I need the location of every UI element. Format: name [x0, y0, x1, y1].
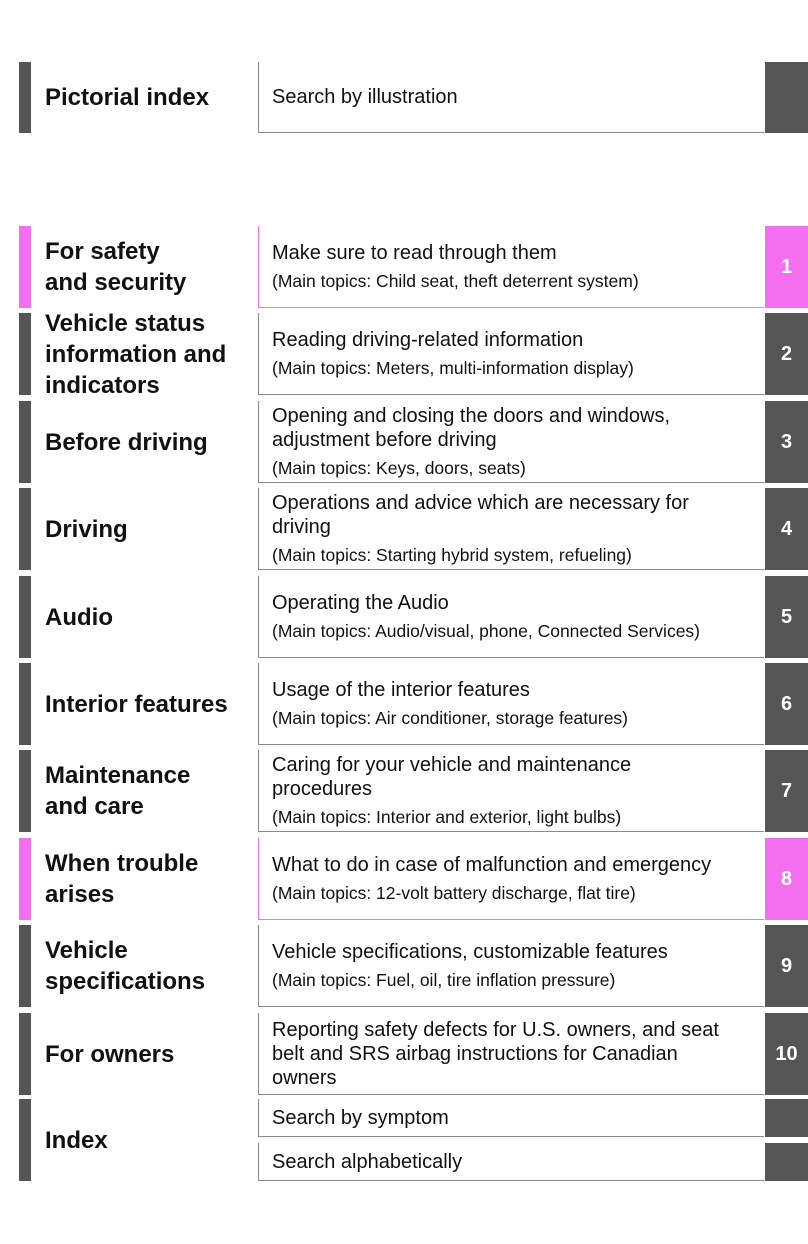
- section-title: Vehicle status information and indicators: [45, 309, 227, 399]
- section-description: [258, 313, 764, 395]
- section-description: [258, 488, 764, 570]
- section-topics-text: (Main topics: Meters, multi-information display): [272, 358, 634, 378]
- section-main-text: Vehicle specifications, customizable features: [272, 941, 668, 963]
- chapter-row-4[interactable]: [0, 488, 808, 570]
- section-marker-bar: [19, 401, 31, 483]
- section-title: Vehicle specifications: [45, 937, 206, 995]
- section-description: [258, 576, 764, 658]
- section-marker-bar: [19, 576, 31, 658]
- section-title: For owners: [45, 1040, 175, 1068]
- chapter-number-tab[interactable]: 8: [765, 838, 808, 920]
- section-topics-text: (Main topics: Starting hybrid system, refueling): [272, 545, 632, 565]
- section-description: [258, 226, 764, 308]
- chapter-number-tab[interactable]: 5: [765, 576, 808, 658]
- chapter-row-5[interactable]: [0, 576, 808, 658]
- section-topics-text: (Main topics: Air conditioner, storage features): [272, 708, 629, 728]
- section-tab[interactable]: [765, 62, 808, 133]
- index-item-tab[interactable]: [765, 1143, 808, 1181]
- section-description: [258, 750, 764, 832]
- section-marker-bar: [19, 62, 31, 133]
- chapter-row-1[interactable]: [0, 226, 808, 308]
- chapter-row-6[interactable]: [0, 663, 808, 745]
- section-title: Before driving: [45, 428, 208, 456]
- index-item-alphabetical[interactable]: [0, 1143, 808, 1181]
- index-item-label: Search by symptom: [272, 1106, 449, 1129]
- index-item-label: Search alphabetically: [272, 1150, 463, 1173]
- section-main-text: Make sure to read through them: [272, 242, 557, 264]
- section-title: Maintenance and care: [45, 762, 191, 820]
- chapter-row-8[interactable]: [0, 838, 808, 920]
- section-title: For safety and security: [45, 238, 187, 296]
- section-topics-text: (Main topics: Child seat, theft deterrent system): [272, 271, 639, 291]
- chapter-number-tab[interactable]: 1: [765, 226, 808, 308]
- section-description: [258, 838, 764, 920]
- section-marker-bar: [19, 313, 31, 395]
- section-description: [258, 401, 764, 483]
- section-marker-bar: [19, 226, 31, 308]
- chapter-row-9[interactable]: [0, 925, 808, 1007]
- section-marker-bar: [19, 488, 31, 570]
- section-main-text: Reporting safety defects for U.S. owners, and seat belt and SRS airbag instructions for Canadian owners: [272, 1018, 719, 1089]
- section-topics-text: (Main topics: Interior and exterior, light bulbs): [272, 807, 622, 827]
- section-description: [258, 1013, 764, 1095]
- section-main-text: Search by illustration: [272, 86, 458, 108]
- section-topics-text: (Main topics: Fuel, oil, tire inflation pressure): [272, 970, 616, 990]
- chapter-number-tab[interactable]: 10: [765, 1013, 808, 1095]
- section-title: Index: [45, 1126, 108, 1154]
- section-description: [258, 925, 764, 1007]
- section-main-text: Usage of the interior features: [272, 679, 530, 701]
- chapter-number-tab[interactable]: 6: [765, 663, 808, 745]
- index-item-box: [258, 1099, 764, 1137]
- section-main-text: What to do in case of malfunction and emergency: [272, 854, 712, 876]
- section-main-text: Reading driving-related information: [272, 329, 584, 351]
- section-marker-bar: [19, 663, 31, 745]
- chapter-number-tab[interactable]: 3: [765, 401, 808, 483]
- index-item-symptom[interactable]: [0, 1099, 808, 1137]
- section-marker-bar: [19, 750, 31, 832]
- pictorial-index-row[interactable]: [0, 62, 808, 133]
- section-marker-bar: [19, 925, 31, 1007]
- chapter-row-7[interactable]: [0, 750, 808, 832]
- section-title: Interior features: [45, 690, 228, 718]
- chapter-row-2[interactable]: [0, 309, 808, 399]
- chapter-number-tab[interactable]: 4: [765, 488, 808, 570]
- section-topics-text: (Main topics: 12-volt battery discharge, flat tire): [272, 883, 636, 903]
- index-item-tab[interactable]: [765, 1099, 808, 1137]
- chapter-row-3[interactable]: [0, 401, 808, 483]
- section-topics-text: (Main topics: Audio/visual, phone, Connected Services): [272, 621, 701, 641]
- section-marker-bar: [19, 838, 31, 920]
- section-title: Audio: [45, 603, 113, 631]
- section-main-text: Operating the Audio: [272, 592, 449, 614]
- section-description: [258, 62, 764, 133]
- index-row: [0, 1099, 808, 1181]
- section-title: When trouble arises: [45, 850, 199, 908]
- section-description: [258, 663, 764, 745]
- chapter-number-tab[interactable]: 7: [765, 750, 808, 832]
- section-main-text: Operations and advice which are necessary for driving: [272, 492, 689, 538]
- index-item-box: [258, 1143, 764, 1181]
- section-title: Pictorial index: [45, 84, 210, 111]
- chapter-row-10[interactable]: [0, 1013, 808, 1095]
- chapter-number-tab[interactable]: 2: [765, 313, 808, 395]
- section-marker-bar: [19, 1013, 31, 1095]
- section-main-text: Opening and closing the doors and windows, adjustment before driving: [272, 405, 671, 451]
- chapter-number-tab[interactable]: 9: [765, 925, 808, 1007]
- section-title: Driving: [45, 515, 128, 543]
- section-topics-text: (Main topics: Keys, doors, seats): [272, 458, 526, 478]
- section-main-text: Caring for your vehicle and maintenance procedures: [272, 754, 632, 800]
